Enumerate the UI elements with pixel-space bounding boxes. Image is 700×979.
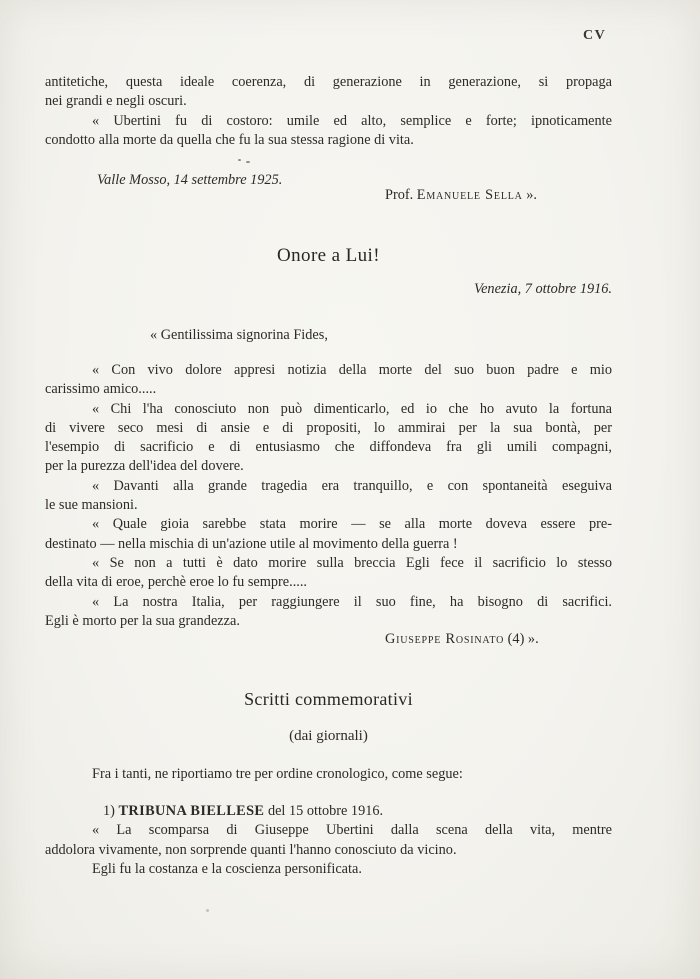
text-line: l'esempio di sacrificio e di entusiasmo che diffondeva fra gli umili compagni,: [45, 439, 612, 456]
section-heading: Scritti commemorativi: [244, 689, 413, 709]
text-line: condotto alla morte da quella che fu la sua stessa ragione di vita.: [45, 131, 414, 148]
text-line: « Se non a tutti è dato morire sulla breccia Egli fece il sacrificio lo stesso: [92, 554, 612, 571]
news-item-date: del 15 ottobre 1916.: [267, 803, 384, 819]
text-line: « La nostra Italia, per raggiungere il suo fine, ha bisogno di sacrifici.: [92, 593, 612, 610]
text-line: della vita di eroe, perchè eroe lo fu sempre.....: [45, 574, 307, 591]
text-line: antitetiche, questa ideale coerenza, di generazione in generazione, si propaga: [45, 74, 612, 90]
dateline: Valle Mosso, 14 settembre 1925.: [97, 172, 283, 188]
text-line: « Chi l'ha conosciuto non può dimenticarlo, ed io che ho avuto la fortuna: [92, 400, 612, 417]
signature-name: Emanuele Sella: [416, 187, 523, 203]
text-line: « La scomparsa di Giuseppe Ubertini dalla scena della vita, mentre: [92, 822, 612, 839]
paragraph: [45, 400, 612, 477]
letter-heading: Onore a Lui!: [277, 245, 380, 266]
signature-suffix: (4) ».: [507, 631, 539, 647]
text-line: « Quale gioia sarebbe stata morire — se alla morte doveva essere pre-: [92, 516, 612, 533]
letter1-body: [45, 73, 612, 150]
salutation: « Gentilissima signorina Fides,: [150, 327, 328, 343]
paragraph: [45, 821, 612, 860]
signature: [385, 630, 539, 649]
signature: [385, 186, 537, 205]
text-line: carissimo amico.....: [45, 381, 157, 398]
ink-speck: [238, 159, 241, 161]
signature-name: Giuseppe Rosinato: [385, 631, 505, 647]
text-line: Egli è morto per la sua grandezza.: [45, 612, 240, 629]
letter2-body: [45, 361, 612, 631]
text-line: nei grandi e negli oscuri.: [45, 93, 187, 110]
newspaper-title: TRIBUNA BIELLESE: [118, 803, 265, 819]
signature-suffix: ».: [526, 187, 537, 203]
paragraph: [45, 554, 612, 593]
text-line: addolora vivamente, non sorprende quanti l'hanno conosciuto da vicino.: [45, 841, 457, 858]
news-item-heading: [45, 802, 612, 821]
section-intro: [45, 765, 612, 784]
text-line: le sue mansioni.: [45, 497, 138, 514]
text-line: « Con vivo dolore appresi notizia della morte del suo buon padre e mio: [92, 362, 612, 378]
paragraph: [45, 477, 612, 516]
paragraph: [45, 73, 612, 112]
paragraph: [45, 515, 612, 554]
text-line: destinato — nella mischia di un'azione utile al movimento della guerra !: [45, 535, 458, 552]
paragraph: [45, 593, 612, 632]
text-line: per la purezza dell'idea del dovere.: [45, 458, 244, 475]
news-block: [45, 802, 612, 879]
paragraph: Fra i tanti, ne riportiamo tre per ordine cronologico, come segue:: [92, 766, 463, 782]
news-item-number: 1): [103, 803, 115, 819]
paragraph: [45, 112, 612, 151]
ink-speck: [246, 161, 250, 163]
page-number: CV: [583, 28, 607, 43]
text-line: « Ubertini fu di costoro: umile ed alto, semplice e forte; ipnoticamente: [92, 112, 612, 129]
section-subheading: (dai giornali): [289, 728, 368, 744]
paragraph: [45, 361, 612, 400]
text-line: di vivere seco mesi di ansie e di propositi, lo ammirai per la sua bontà, per: [45, 419, 612, 436]
signature-prefix: Prof.: [385, 187, 414, 203]
text-line: « Davanti alla grande tragedia era tranquillo, e con spontaneità eseguiva: [92, 477, 612, 494]
dateline: Venezia, 7 ottobre 1916.: [473, 281, 612, 297]
ink-speck: [206, 909, 209, 912]
paragraph: Egli fu la costanza e la coscienza personificata.: [92, 860, 362, 877]
